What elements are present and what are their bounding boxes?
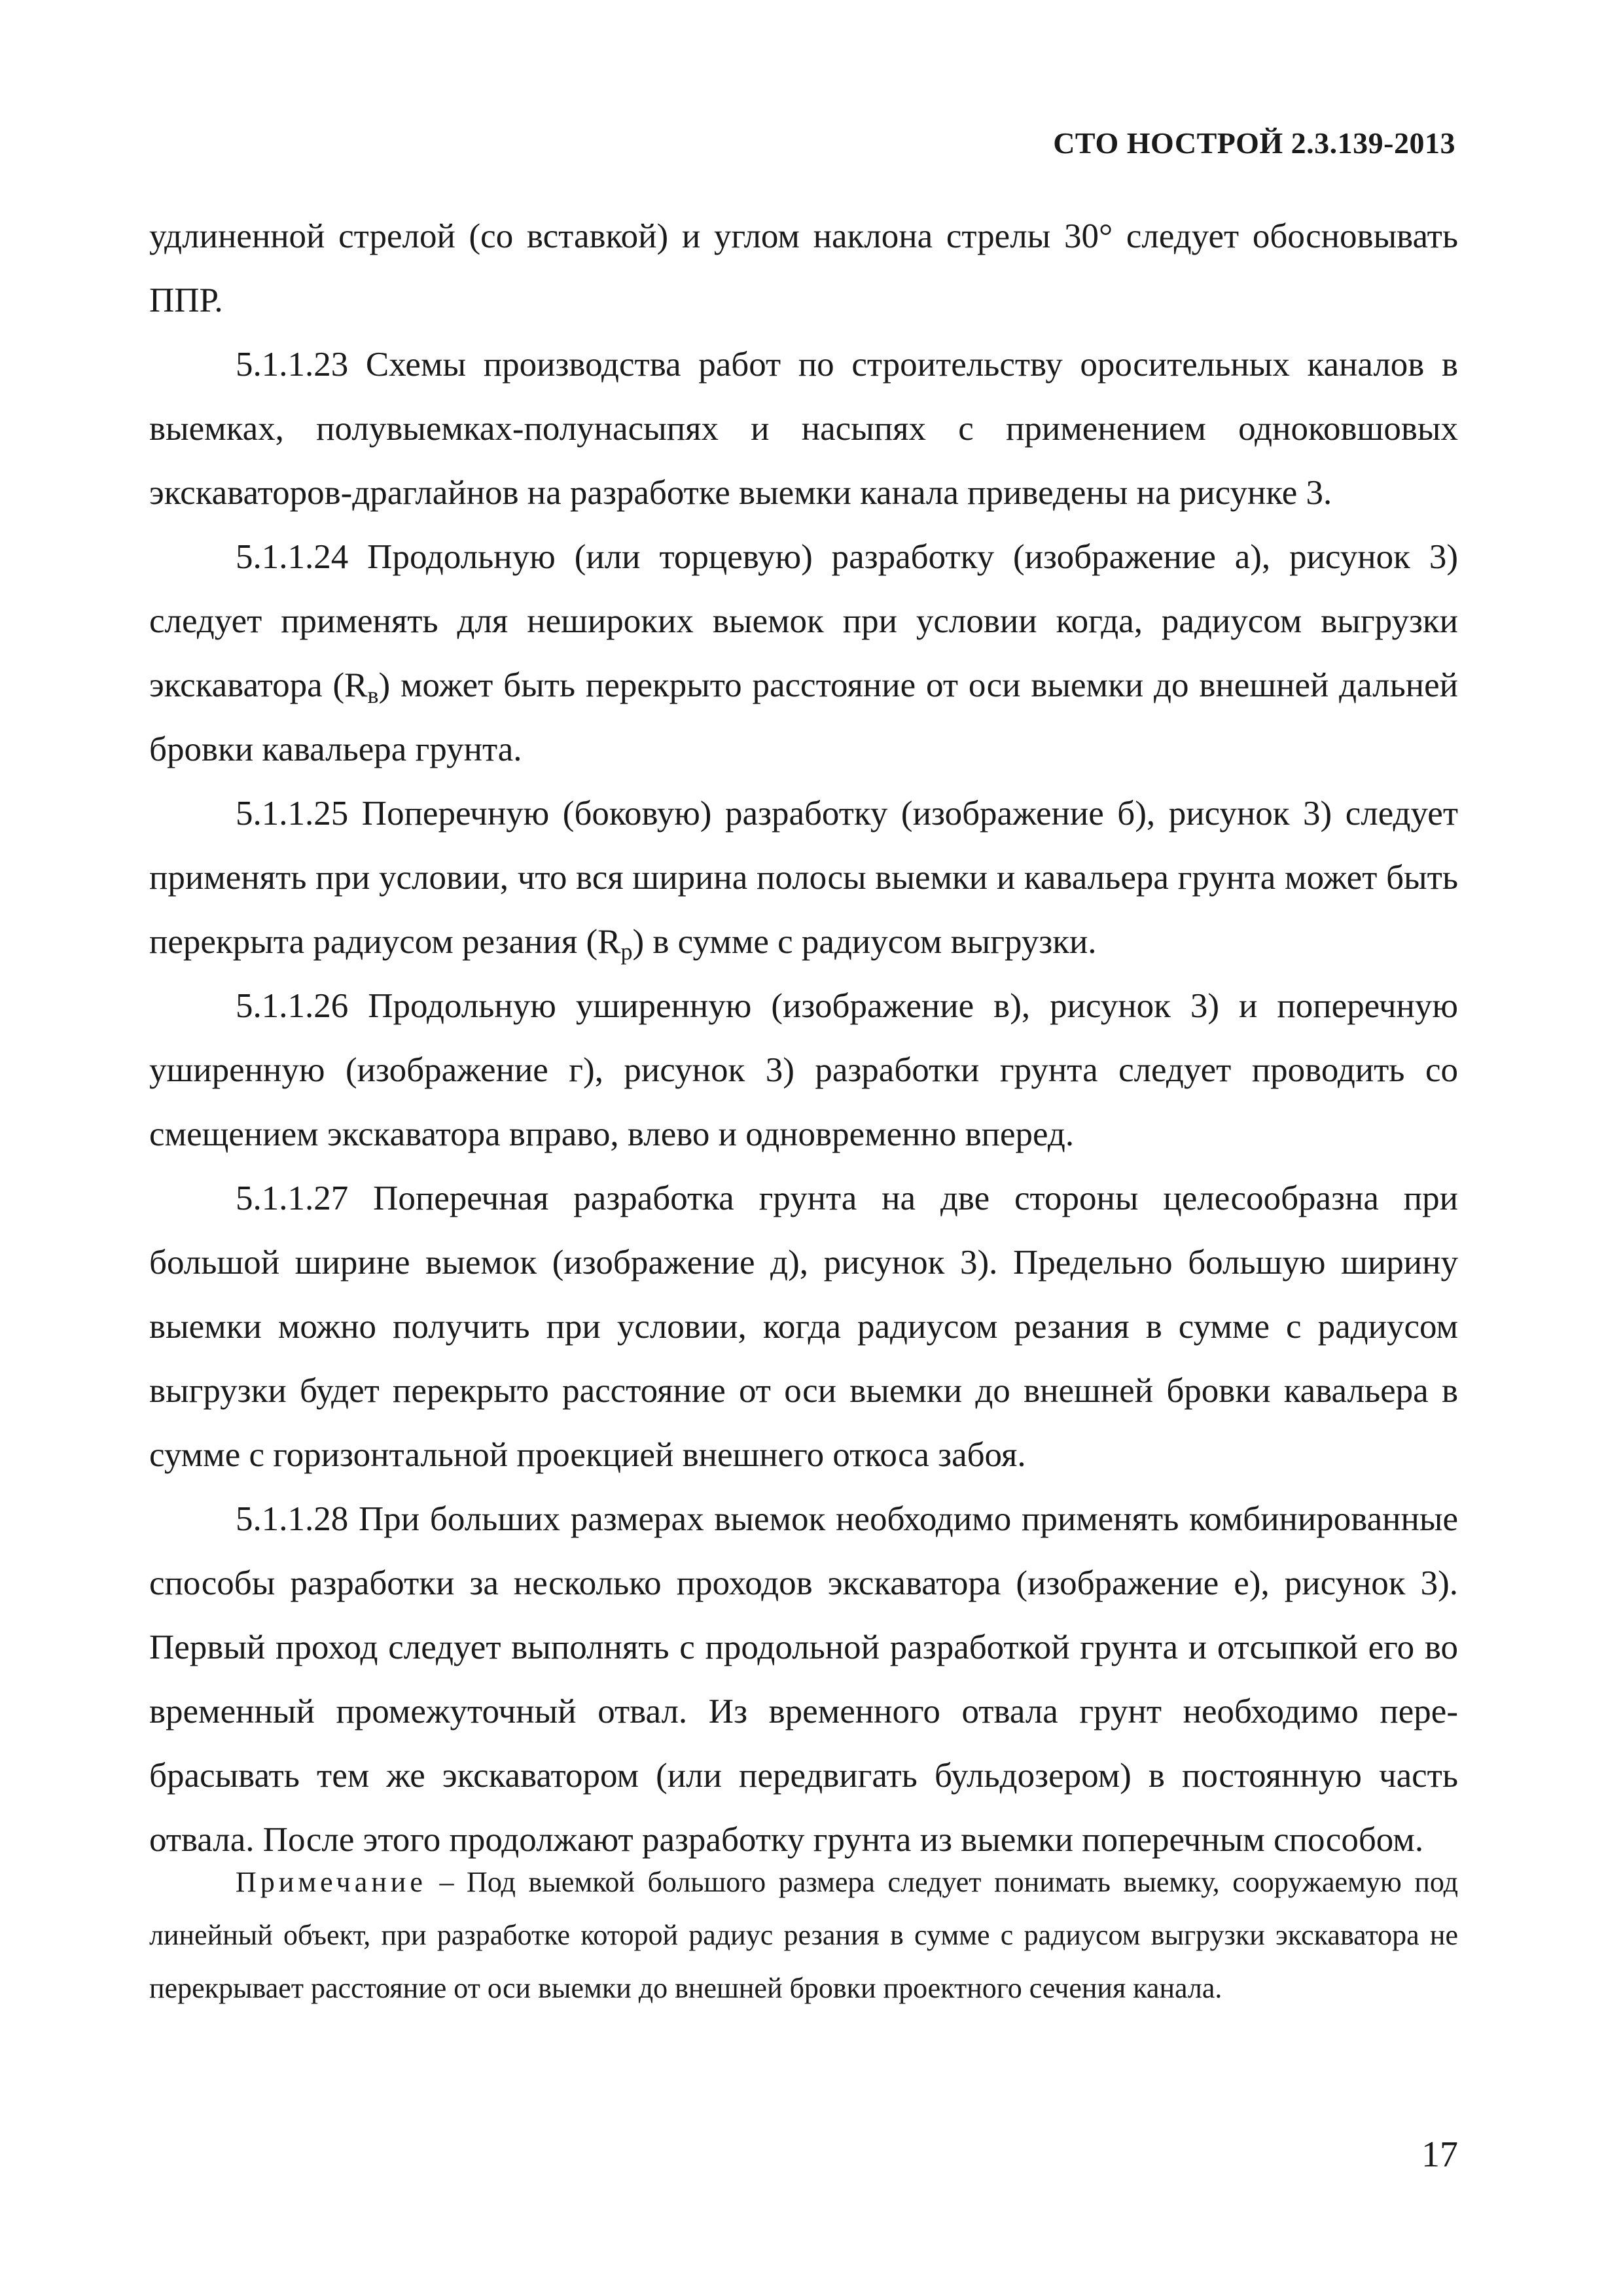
paragraph-5-1-1-24 xyxy=(149,525,1458,781)
subscript-v: в xyxy=(367,682,379,708)
note-block xyxy=(149,1856,1458,2015)
paragraph-text: 5.1.1.25 Поперечную (боковую) разработку (изображение б), рисунок 3) следует применять при условии, что вся ширина полосы выемки и кавальера грунта может быть перекрыта радиусом резания (R xyxy=(149,795,1458,961)
note-text: – Под выемкой большого размера следует понимать выемку, сооружаемую под линейный объект, при разработке которой радиус резания в сумме с радиусом выгрузки экскаватора не перекрывает расстояние от оси выемки до внешней бровки проектного сечения канала. xyxy=(149,1866,1458,2004)
paragraph-text: ) может быть перекрыто расстояние от оси выемки до внешней дальней бровки кавальера грунта. xyxy=(149,666,1459,768)
note-label: Примечание xyxy=(236,1866,427,1898)
paragraph-continuation: удлиненной стрелой (со вставкой) и углом наклона стрелы 30° следует обосновывать ППР. xyxy=(149,217,1458,319)
body-text xyxy=(149,204,1458,1872)
document-code-header: СТО НОСТРОЙ 2.3.139-2013 xyxy=(1053,126,1455,160)
paragraph-5-1-1-26: 5.1.1.26 Продольную уширенную (изображение в), рисунок 3) и поперечную уширенную (изображение г), рисунок 3) разработки грунта следует проводить со смещением экскаватора вправо, влево и одновременно вперед. xyxy=(149,987,1458,1153)
page-number: 17 xyxy=(1421,2134,1458,2175)
paragraph-5-1-1-25 xyxy=(149,781,1458,974)
paragraph-5-1-1-28: 5.1.1.28 При больших размерах выемок необходимо применять комбинированные способы разработки за несколько проходов экскаватора (изображение е), рисунок 3). Первый проход следует выполнять с продольной разработкой грунта и отсыпкой его во временный промежуточный отвал. Из временного отвала грунт необходимо перебрасывать тем же экскаватором (или передвигать бульдозером) в постоянную часть отвала. После этого продолжают разработку грунта из выемки поперечным способом. xyxy=(149,1500,1458,1859)
paragraph-5-1-1-27: 5.1.1.27 Поперечная разработка грунта на две стороны целесообразна при большой ширине выемок (изображение д), рисунок 3). Предельно большую ширину выемки можно получить при условии, когда радиусом резания в сумме с радиусом выгрузки будет перекрыто расстояние от оси выемки до внешней бровки кавальера в сумме с горизонтальной проекцией внешнего откоса забоя. xyxy=(149,1179,1458,1474)
paragraph-text: ) в сумме с радиусом выгрузки. xyxy=(632,923,1097,961)
paragraph-text: 5.1.1.24 Продольную (или торцевую) разработку (изображение а), рисунок 3) следует применять для нешироких выемок при условии когда, радиусом выгрузки экскаватора (R xyxy=(149,538,1458,704)
paragraph-5-1-1-23: 5.1.1.23 Схемы производства работ по строительству оросительных каналов в выемках, полувыемках-полунасыпях и насыпях с применением одноковшовых экскаваторов-драглайнов на разработке выемки канала приведены на рисунке 3. xyxy=(149,346,1458,512)
note-paragraph xyxy=(149,1856,1458,2015)
subscript-r: р xyxy=(620,939,633,965)
